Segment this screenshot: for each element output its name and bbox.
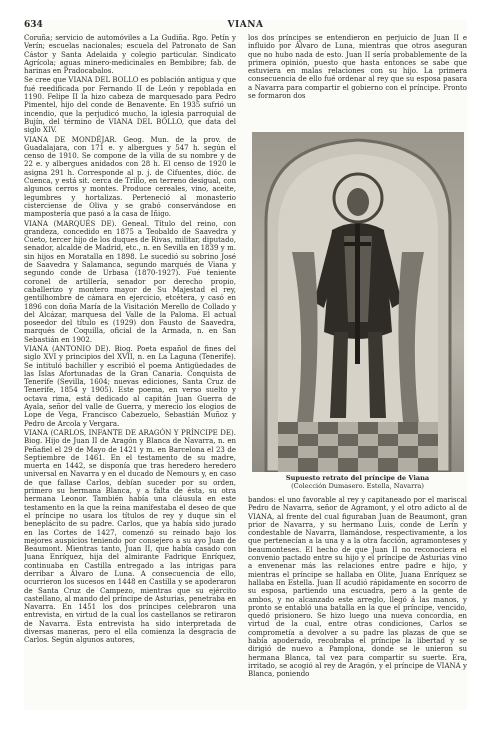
right-column-top — [248, 34, 467, 126]
book-page — [24, 20, 467, 710]
caption-title: Supuesto retrato del príncipe de Viana — [285, 474, 430, 482]
paragraph: VIANA (CARLOS, INFANTE DE ARAGÓN Y PRÍNCIPE DE). Biog. Hijo de Juan II de Aragón y Blanca de Navarra, n. en Peñafiel el 29 de Mayo de 1421 y m. en Barcelona el 23 de Septiembre de 1461. En el testamento de su madre, muerta en 1442, se disponía que tras heredero heredero universal en Navarra y en el ducado de Nemours y, en caso de que fallase Carlos, debían suceder por su orden, primero su hermana Blanca, y a falta de ésta, su otra hermana Leonor. También había una cláusula en este testamento en la que la reina manifestaba el deseo de que el príncipe no usara los títulos de rey y duque sin el beneplácito de su padre. Carlos, que ya había sido jurado en las Cortes de 1427, comenzó su reinado bajo los mejores auspicios teniendo por consejero a su ayo Juan de Beaumont. Mientras tanto, Juan II, que había casado con Juana Enríquez, hija del almirante Fadrique Enríquez, continuaba en Castilla entregado a las intrigas para derribar a Álvaro de Luna. A consecuencia de ello, ocurrieron los sucesos en 1448 en Castilla y se apoderaron de Santa Cruz de Campezo, mientras que su ejército castellano, al mando del príncipe de Asturias, penetraba en Navarra. En 1451 los dos príncipes celebraron una entrevista, en virtud de la cual los castellanos se retiraron de Navarra. Esta entrevista ha sido interpretada de diversas maneras, pero el ella comienza la desgracia de Carlos. Según algunos autores, — [24, 428, 236, 645]
portrait-figure — [252, 132, 464, 472]
paragraph: VIANA (ANTONIO DE). Biog. Poeta español de fines del siglo XVI y principios del XVII, n. en La Laguna (Tenerife). Se intituló bachiller y escribió el poema Antigüedades de las Islas Afortunadas de la Gran Canaria. Conquista de Tenerife (Sevilla, 1604; nuevas ediciones, Santa Cruz de Tenerife, 1854 y 1905). Este poema, en verso suelto y octava rima, está dedicado al capitán Juan Guerra de Ayala, señor del valle de Guerra, y merecio los elogios de Lope de Vega, Francisco Cabezuelo, Sebastián Muñoz y Pedro de Arcola y Vergara. — [24, 344, 236, 428]
portrait-image — [252, 132, 464, 472]
paragraph: VIANA (MARQUÉS DE). Geneal. Título del reino, con grandeza, concedido en 1875 a Teobaldo de Saavedra y Cueto, tercer hijo de los duques de Rivas, militar, diputado, senador, alcalde de Madrid, etc., n. en Sevilla en 1839 y m. sin hijos en Moratalla en 1898. Le sucedió su sobrino José de Saavedra y Salamanca, segundo marqués de Viana y segundo conde de Urbasa (1870-1927). Fué teniente coronel de artillería, senador por derecho propio, caballerizo y montero mayor de Su Majestad el rey, gentilhombre de cámara en ejercicio, etcétera, y casó en 1896 con doña María de la Visitación Merello de Collado y del Alcázar, marquesa del Valle de la Paloma. El actual poseedor del título es (1929) don Fausto de Saavedra, marqués de Coquilla, oficial de la Armada, n. en San Sebastián en 1902. — [24, 219, 236, 344]
paragraph: Coruña; servicio de automóviles a La Gudiña. Rgo. Petín y Verín; escuelas nacionales; escuela del Patronato de San Cástor y Santa Adelaida y colegio particular. Sindicato Agrícola; aguas minero-medicinales en Bembibre; fab. de harinas en Pradocabalos. — [24, 34, 236, 76]
paragraph: Se cree que VIANA DEL BOLLO es población antigua y que fué reedificada por Fernando II de León y repoblada en 1190. Felipe II la hizo cabeza de marquesado para Pedro Pimentel, hijo del conde de Benavente. En 1935 sufrió un incendio, que la perjudicó mucho, la iglesia parroquial de Bujín, del término de VIANA DEL BOLLO, que data del siglo XIV. — [24, 76, 236, 135]
paragraph: bandos: el uno favorable al rey y capitaneado por el mariscal Pedro de Navarra, señor de Agramont, y el otro adicto al de VIANA, al frente del cual figuraban Juan de Beaumont, gran prior de Navarra, y su hermano Luis, conde de Lerín y condestable de Navarra, llamándose, respectivamente, a los que pertenecían a la una y a la otra facción, agramonteses y beaumonteses. El hecho de que Juan II no reconociera el convenio pactado entre su hijo y el príncipe de Asturias vino a envenenar más las relaciones entre padre e hijo, y mientras el príncipe se hallaba en Olite, Juana Enríquez se hallaba en Estella. Juan II acudió rápidamente en socorro de su esposa, partiendo una escuadra, pero a la gente de ambos, y no alcanzado este arreglo, llegó á las manos, y pronto se entabló una batalla en la que el príncipe, vencido, quedó prisionero. Se hizo luego una nueva concordia, en virtud de la cual, entre otras condiciones, Carlos se comprometía a devolver a su padre las plazas de que se había apoderado, recobraba el príncipe la libertad y se dirigió de nuevo a Pamplona, donde se le unieron su hermana Blanca, tal vez para compartir su suerte. Era, irritado, se acogió al rey de Aragón, y el príncipe de VIANA y Blanca, poniendo — [248, 496, 467, 679]
figure-caption — [248, 474, 467, 490]
page-number: 634 — [24, 20, 43, 30]
caption-source: (Colección Dumasero. Estella, Navarra) — [291, 482, 424, 490]
right-column-bottom — [248, 496, 467, 708]
portrait-illustration — [252, 132, 464, 472]
running-title: VIANA — [227, 20, 264, 30]
paragraph: los dos príncipes se entendieron en perjuicio de Juan II e influido por Álvaro de Luna, mientras que otros aseguran que no hubo nada de esto. Juan II sería probablemente de la primera opinión, puesto que hasta entonces se sabe que estuviera en malas relaciones con su hijo. La primera consecuencia de ello fué ordenar al rey que su esposa pasara a Navarra para compartir el gobierno con el príncipe. Pronto se formaron dos — [248, 34, 467, 101]
left-column — [24, 34, 236, 708]
paragraph: VIANA DE MONDÉJAR. Geog. Mun. de la prov. de Guadalajara, con 171 e. y albergues y 547 h. según el censo de 1910. Se compone de la villa de su nombre y de 22 e. y albergues anidados con 28 h. El censo de 1920 le asigna 291 h. Corresponde al p. j. de Cifuentes, dióc. de Cuenca, y está sit. cerca de Trillo, en terreno desigual, con algunos cerros y montes. Produce cereales, vino, aceite, legumbres y hortalizas. Perteneció al monasterio cisterciense de Oliva y se grabó conservándose en mampostería que pasó a la casa de Iñigo. — [24, 135, 236, 219]
running-head — [24, 20, 467, 34]
